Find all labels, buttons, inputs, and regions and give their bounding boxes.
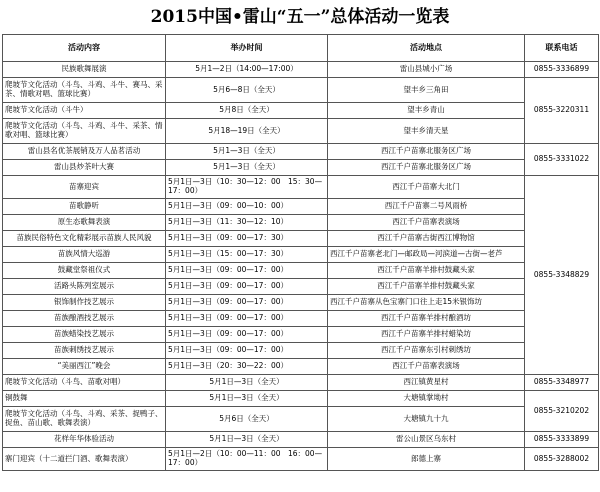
- location-cell: 西江千户苗寨羊排村酿酒坊: [328, 311, 525, 327]
- location-cell: 西江千户苗寨从色宝寨门口往上走15米银饰坊: [328, 295, 525, 311]
- phone-cell: 0855-3288002: [525, 448, 599, 471]
- time-cell: 5月1—3日（全天）: [166, 144, 328, 160]
- time-cell: 5月8日（全天）: [166, 103, 328, 119]
- table-row: [3, 359, 599, 375]
- time-cell: 5月1—2日（14:00—17:00）: [166, 62, 328, 78]
- phone-cell: 0855-3348977: [525, 375, 599, 391]
- header-location: 活动地点: [328, 35, 525, 62]
- page-title: 2015中国•雷山“五一”总体活动一览表: [150, 7, 450, 27]
- time-cell: 5月1日—3日（09：00—17：30）: [166, 231, 328, 247]
- location-cell: 西江千户苗寨二号风雨桥: [328, 199, 525, 215]
- table-row: [3, 176, 599, 199]
- phone-cell: 0855-3210202: [525, 391, 599, 432]
- activity-cell: 民族歌舞展演: [3, 62, 166, 78]
- location-cell: 望丰乡三角田: [328, 78, 525, 103]
- time-cell: 5月1日—3日（11：30—12：10）: [166, 215, 328, 231]
- location-cell: 西江镇黄星村: [328, 375, 525, 391]
- activity-cell: 鼓藏堂祭祖仪式: [3, 263, 166, 279]
- table-row: [3, 311, 599, 327]
- activity-cell: 苗族蜡染技艺展示: [3, 327, 166, 343]
- location-cell: 西江千户苗寨羊排村鼓藏头家: [328, 279, 525, 295]
- location-cell: 雷山县城小广场: [328, 62, 525, 78]
- activity-cell: 原生态歌舞表演: [3, 215, 166, 231]
- location-cell: 西江千户苗寨东引村刺绣坊: [328, 343, 525, 359]
- time-cell: 5月1日—3日（10：30—12：00 15：30—17：00）: [166, 176, 328, 199]
- time-cell: 5月1日—2日（10：00—11：00 16：00—17：00）: [166, 448, 328, 471]
- location-cell: 大塘镇掌坳村: [328, 391, 525, 407]
- location-cell: 郎德上寨: [328, 448, 525, 471]
- location-cell: 西江千户苗寨羊排村蜡染坊: [328, 327, 525, 343]
- time-cell: 5月1日—3日（15：00—17：30）: [166, 247, 328, 263]
- activity-cell: 雷山县炒茶叶大赛: [3, 160, 166, 176]
- activity-cell: 铜鼓舞: [3, 391, 166, 407]
- table-row: [3, 448, 599, 471]
- activity-cell: 爬坡节文化活动（斗鸟、斗鸡、斗牛、赛马、采茶、情歌对唱、篮球比赛）: [3, 78, 166, 103]
- location-cell: 雷公山景区乌东村: [328, 432, 525, 448]
- phone-cell: 0855-3333899: [525, 432, 599, 448]
- table-row: [3, 407, 599, 432]
- time-cell: 5月18—19日（全天）: [166, 119, 328, 144]
- activity-cell: 爬坡节文化活动（斗鸟、斗鸡、斗牛、采茶、情歌对唱、篮球比赛）: [3, 119, 166, 144]
- time-cell: 5月1日—3日（09：00—17：00）: [166, 343, 328, 359]
- time-cell: 5月1日—3日（全天）: [166, 432, 328, 448]
- table-row: [3, 263, 599, 279]
- table-row: [3, 62, 599, 78]
- time-cell: 5月1日—3日（09：00—17：00）: [166, 295, 328, 311]
- activity-cell: 苗歌静听: [3, 199, 166, 215]
- activity-cell: 雷山县名优茶展销及万人品茗活动: [3, 144, 166, 160]
- header-phone: 联系电话: [525, 35, 599, 62]
- phone-cell: 0855-3331022: [525, 144, 599, 176]
- activity-cell: 苗族风情大巡游: [3, 247, 166, 263]
- table-row: [3, 295, 599, 311]
- table-row: [3, 103, 599, 119]
- table-row: [3, 160, 599, 176]
- location-cell: 望丰乡青山: [328, 103, 525, 119]
- activity-cell: 苗寨迎宾: [3, 176, 166, 199]
- table-row: [3, 247, 599, 263]
- activity-cell: 爬坡节文化活动（斗鸟、苗歌对唱）: [3, 375, 166, 391]
- phone-cell: 0855-3336899: [525, 62, 599, 78]
- time-cell: 5月6日（全天）: [166, 407, 328, 432]
- time-cell: 5月1—3日（全天）: [166, 160, 328, 176]
- activity-table: [2, 34, 599, 471]
- table-row: [3, 144, 599, 160]
- table-row: [3, 391, 599, 407]
- table-header-row: [3, 35, 599, 62]
- phone-cell: 0855-3220311: [525, 78, 599, 144]
- time-cell: 5月1日—3日（20：30—22：00）: [166, 359, 328, 375]
- table-row: [3, 327, 599, 343]
- activity-cell: 苗族刺绣技艺展示: [3, 343, 166, 359]
- table-row: [3, 119, 599, 144]
- header-time: 举办时间: [166, 35, 328, 62]
- time-cell: 5月1日—3日（09：00—10：00）: [166, 199, 328, 215]
- location-cell: 西江千户苗寨羊排村鼓藏头家: [328, 263, 525, 279]
- time-cell: 5月6—8日（全天）: [166, 78, 328, 103]
- table-row: [3, 78, 599, 103]
- time-cell: 5月1日—3日（09：00—17：00）: [166, 279, 328, 295]
- location-cell: 西江千户苗寨古街西江博物馆: [328, 231, 525, 247]
- table-row: [3, 199, 599, 215]
- location-cell: 西江千户苗寨表演场: [328, 359, 525, 375]
- activity-cell: 寨门迎宾（十二道拦门酒、歌舞表演）: [3, 448, 166, 471]
- activity-cell: 银饰制作技艺展示: [3, 295, 166, 311]
- time-cell: 5月1日—3日（09：00—17：00）: [166, 311, 328, 327]
- activity-cell: 花样年华体验活动: [3, 432, 166, 448]
- activity-cell: 苗族民俗特色文化精彩展示苗族人民风貌: [3, 231, 166, 247]
- time-cell: 5月1日—3日（09：00—17：00）: [166, 327, 328, 343]
- table-row: [3, 432, 599, 448]
- table-row: [3, 231, 599, 247]
- time-cell: 5月1日—3日（全天）: [166, 391, 328, 407]
- activity-cell: 活路头陈列室展示: [3, 279, 166, 295]
- table-row: [3, 215, 599, 231]
- header-activity: 活动内容: [3, 35, 166, 62]
- time-cell: 5月1日—3日（09：00—17：00）: [166, 263, 328, 279]
- activity-cell: 爬坡节文化活动（斗鸟、斗鸡、采茶、捉鸭子、捉鱼、苗山歌、歌舞表演）: [3, 407, 166, 432]
- location-cell: 西江千户苗寨大北门: [328, 176, 525, 199]
- time-cell: 5月1日—3日（全天）: [166, 375, 328, 391]
- activity-cell: “美丽西江”晚会: [3, 359, 166, 375]
- location-cell: 望丰乡清天星: [328, 119, 525, 144]
- activity-cell: 苗族酿酒技艺展示: [3, 311, 166, 327]
- table-row: [3, 279, 599, 295]
- location-cell: 西江千户苗寨北服务区广场: [328, 160, 525, 176]
- phone-cell: 0855-3348829: [525, 176, 599, 375]
- location-cell: 西江千户苗寨表演场: [328, 215, 525, 231]
- location-cell: 西江千户苗寨北服务区广场: [328, 144, 525, 160]
- table-row: [3, 375, 599, 391]
- activity-cell: 爬坡节文化活动（斗牛）: [3, 103, 166, 119]
- table-row: [3, 343, 599, 359]
- location-cell: 西江千户苗寨老北门—邮政局—河滨道—古街—老芦: [328, 247, 525, 263]
- location-cell: 大塘镇九十九: [328, 407, 525, 432]
